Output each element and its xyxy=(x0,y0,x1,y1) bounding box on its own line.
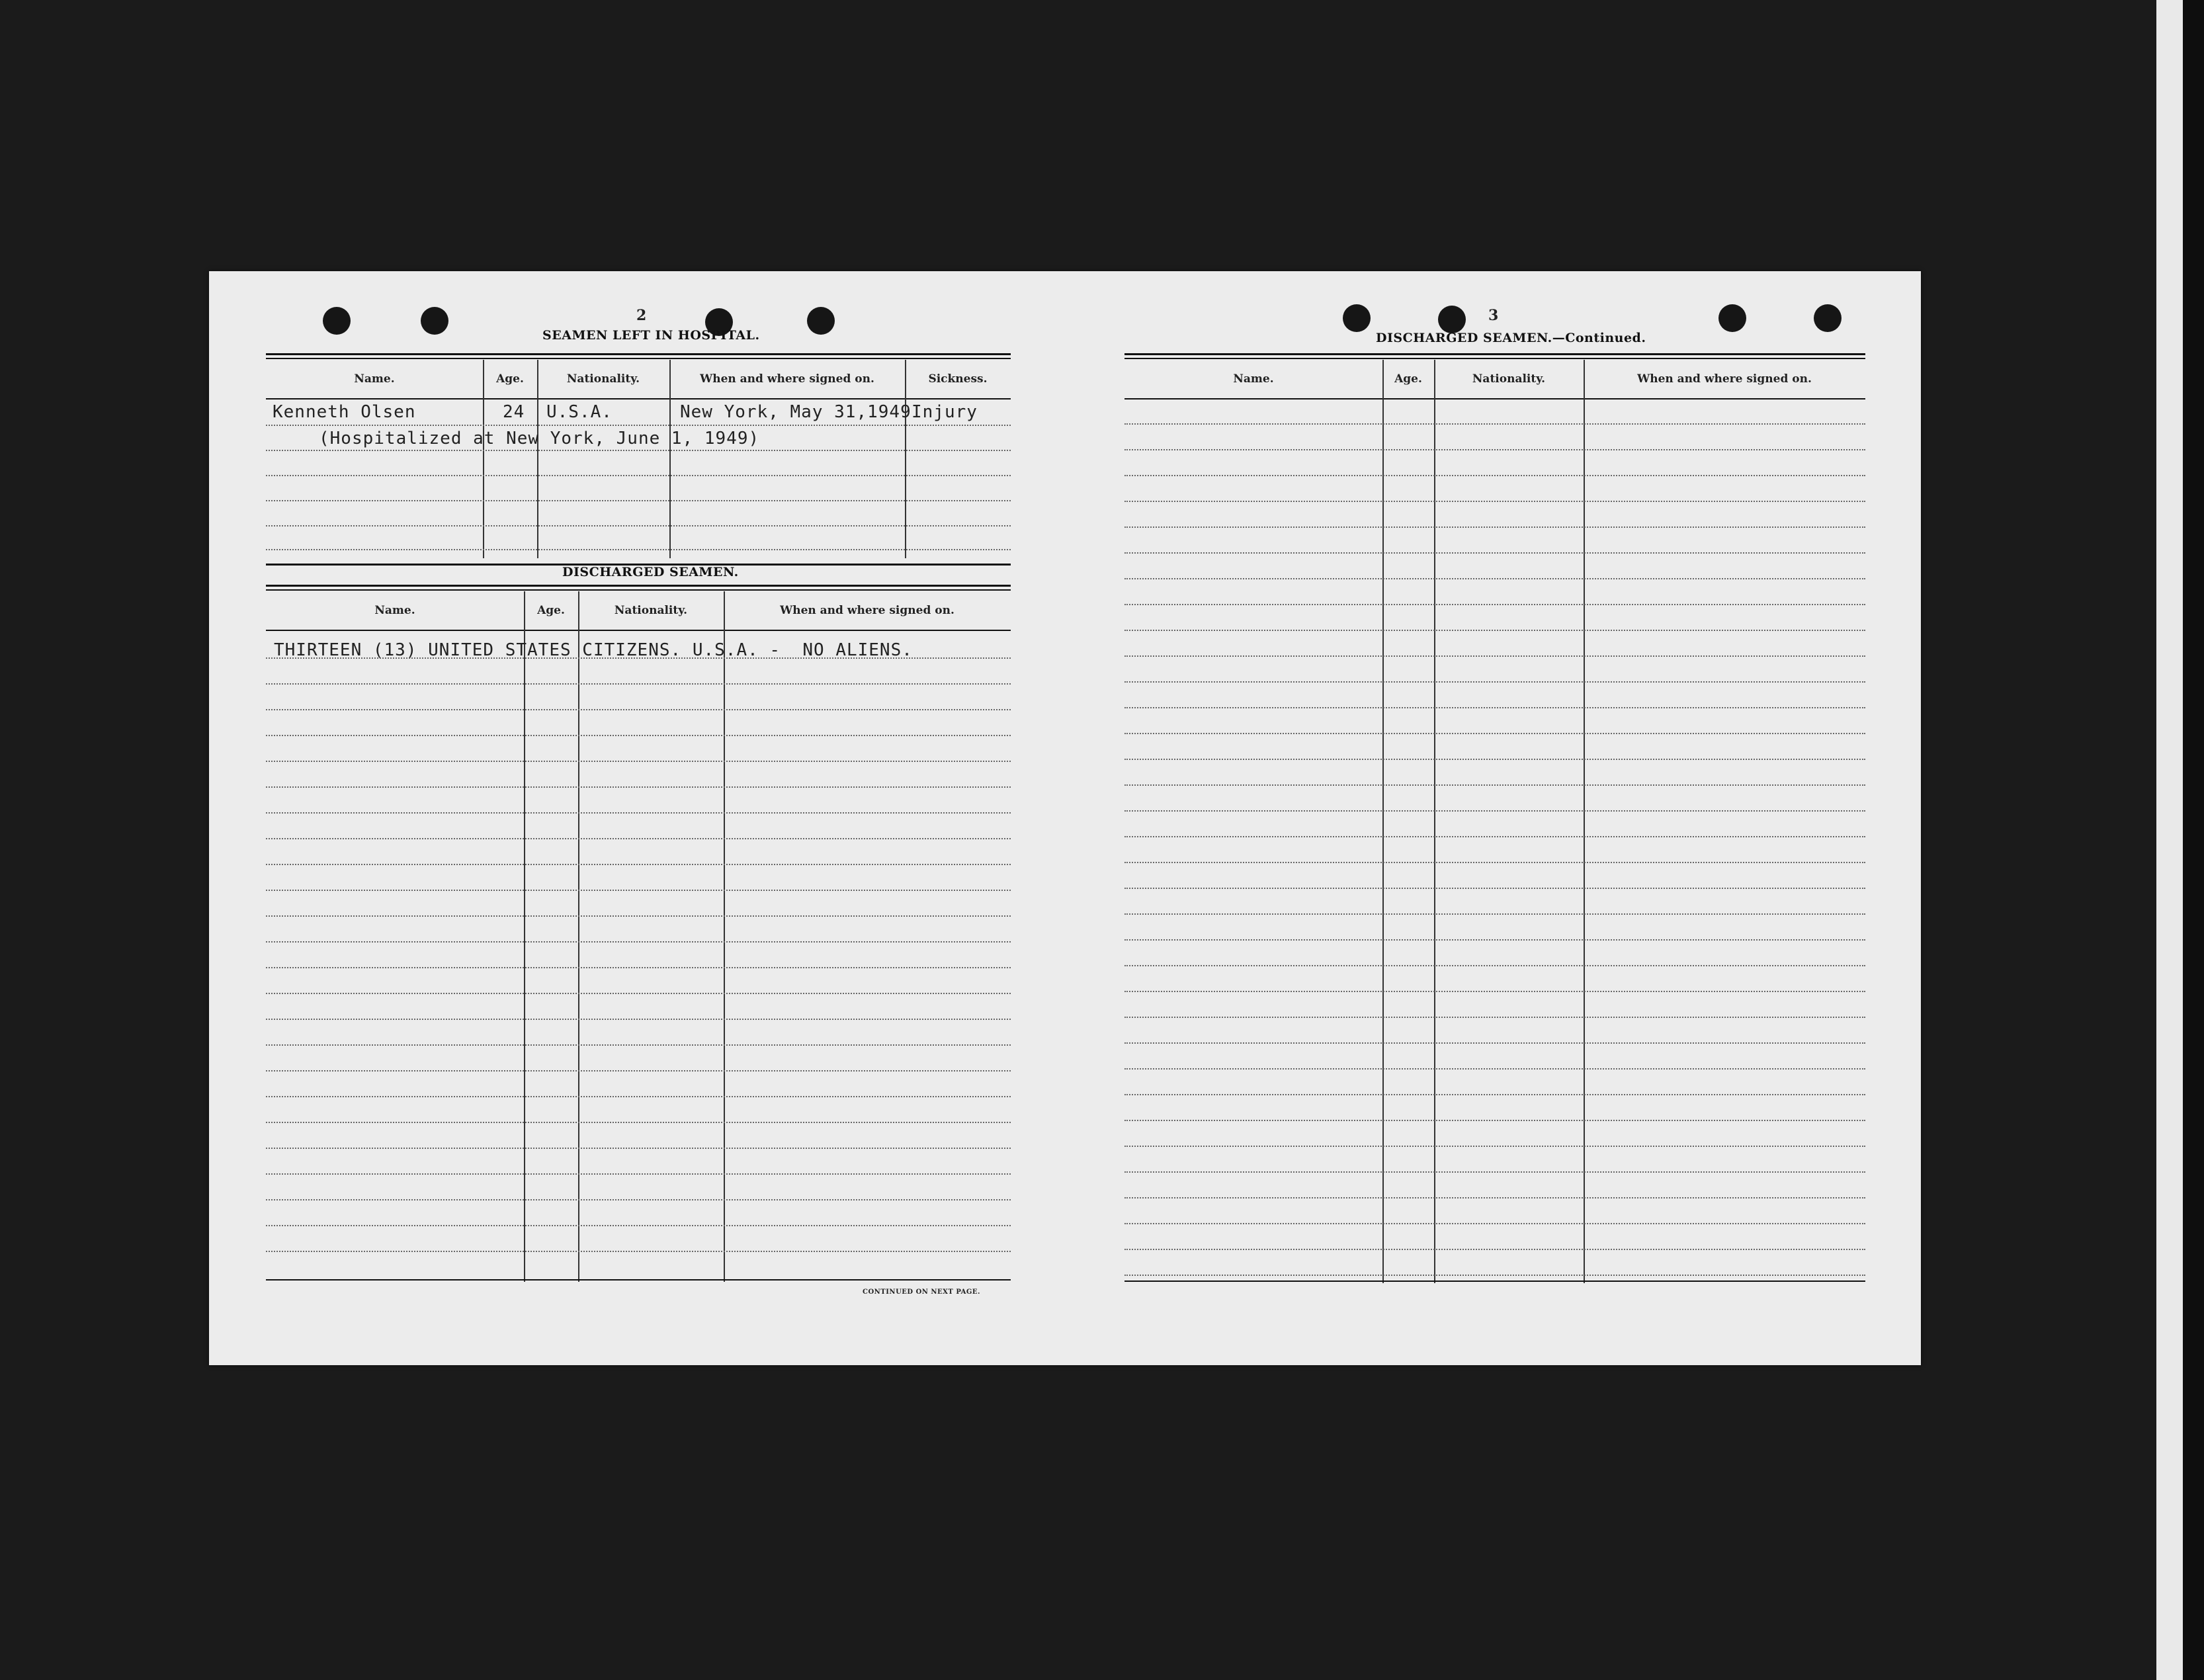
row-line xyxy=(1124,1223,1865,1224)
row-line xyxy=(1124,913,1865,915)
hospital-sickness-cell: Injury xyxy=(911,402,978,422)
row-line xyxy=(1124,810,1865,812)
discharged-continued-table xyxy=(1124,360,1865,1286)
header-rule xyxy=(1124,398,1865,399)
row-line xyxy=(1124,1120,1865,1121)
top-rule-thin xyxy=(266,358,1011,359)
row-line xyxy=(1124,1197,1865,1198)
punch-hole xyxy=(323,307,351,335)
top-rule xyxy=(266,353,1011,355)
row-line xyxy=(266,941,1011,943)
column-divider xyxy=(1584,360,1585,1283)
row-line xyxy=(1124,965,1865,966)
row-line xyxy=(1124,759,1865,760)
row-line xyxy=(1124,501,1865,502)
row-line xyxy=(1124,475,1865,476)
top-rule-thin xyxy=(1124,358,1865,359)
column-header-signed-on: When and where signed on. xyxy=(700,372,874,386)
row-line xyxy=(1124,1275,1865,1276)
row-line xyxy=(266,525,1011,526)
page-number-left: 2 xyxy=(636,307,647,324)
row-line xyxy=(266,1173,1011,1175)
row-line xyxy=(266,1044,1011,1046)
row-line xyxy=(266,1096,1011,1097)
bottom-rule xyxy=(266,1279,1011,1281)
hospital-section-title: SEAMEN LEFT IN HOSPITAL. xyxy=(542,328,760,343)
column-header-age: Age. xyxy=(1394,372,1422,386)
column-divider xyxy=(905,360,906,558)
row-line xyxy=(1124,423,1865,425)
discharged-table xyxy=(266,591,1011,1284)
row-line xyxy=(266,915,1011,917)
column-divider xyxy=(483,360,484,558)
row-line xyxy=(266,425,1011,426)
column-divider xyxy=(1382,360,1384,1283)
row-line xyxy=(266,1070,1011,1071)
row-line xyxy=(1124,1249,1865,1250)
discharged-continued-title: DISCHARGED SEAMEN.—Continued. xyxy=(1376,331,1646,345)
row-line xyxy=(266,475,1011,476)
hospital-table xyxy=(266,360,1011,562)
row-line xyxy=(1124,888,1865,889)
row-line xyxy=(1124,1017,1865,1018)
column-divider xyxy=(524,591,525,1282)
row-line xyxy=(266,1225,1011,1226)
section-rule xyxy=(266,585,1011,587)
row-line xyxy=(266,967,1011,968)
column-divider xyxy=(1434,360,1435,1283)
bottom-rule xyxy=(1124,1281,1865,1282)
row-line xyxy=(266,786,1011,788)
header-rule xyxy=(266,630,1011,631)
column-header-signed-on: When and where signed on. xyxy=(1637,372,1812,386)
row-line xyxy=(1124,449,1865,450)
discharged-summary-entry: THIRTEEN (13) UNITED STATES CITIZENS. U.S.A. - NO ALIENS. xyxy=(274,640,913,660)
punch-hole xyxy=(807,307,835,335)
row-line xyxy=(1124,655,1865,657)
row-line xyxy=(1124,733,1865,734)
row-line xyxy=(266,761,1011,762)
column-header-nationality: Nationality. xyxy=(566,372,640,386)
row-line xyxy=(1124,604,1865,605)
row-line xyxy=(1124,1146,1865,1147)
row-line xyxy=(266,549,1011,550)
row-line xyxy=(266,1251,1011,1252)
column-divider xyxy=(578,591,579,1282)
column-divider xyxy=(669,360,671,558)
column-header-name: Name. xyxy=(354,372,395,386)
row-line xyxy=(266,864,1011,865)
row-line xyxy=(1124,1068,1865,1070)
column-header-nationality: Nationality. xyxy=(614,604,688,617)
hospital-nationality-cell: U.S.A. xyxy=(546,402,613,422)
film-edge-dark xyxy=(2183,0,2204,1680)
column-header-sickness: Sickness. xyxy=(928,372,988,386)
column-header-name: Name. xyxy=(1233,372,1274,386)
row-line xyxy=(1124,578,1865,579)
row-line xyxy=(1124,1042,1865,1044)
row-line xyxy=(266,709,1011,710)
row-line xyxy=(1124,552,1865,554)
hospital-signed-on-cell: New York, May 31,1949 xyxy=(680,402,911,422)
discharged-section-title: DISCHARGED SEAMEN. xyxy=(562,565,739,579)
row-line xyxy=(266,890,1011,891)
row-line xyxy=(1124,862,1865,863)
hospital-name-cell: Kenneth Olsen xyxy=(273,402,416,422)
row-line xyxy=(1124,1171,1865,1173)
film-edge-light xyxy=(2156,0,2183,1680)
row-line xyxy=(266,993,1011,994)
crew-list-sheet xyxy=(209,271,1921,1365)
column-header-signed-on: When and where signed on. xyxy=(780,604,954,617)
punch-hole xyxy=(421,307,448,335)
top-rule xyxy=(1124,353,1865,355)
continued-footer: CONTINUED ON NEXT PAGE. xyxy=(863,1288,981,1296)
hospital-age-cell: 24 xyxy=(503,402,525,422)
row-line xyxy=(266,838,1011,839)
row-line xyxy=(266,1148,1011,1149)
section-rule-thin xyxy=(266,589,1011,591)
row-line xyxy=(1124,630,1865,631)
hospital-note: (Hospitalized at New York, June 1, 1949) xyxy=(319,429,760,448)
column-divider xyxy=(537,360,538,558)
punch-hole xyxy=(1718,304,1746,332)
column-header-name: Name. xyxy=(374,604,415,617)
punch-hole xyxy=(1343,304,1371,332)
column-divider xyxy=(724,591,725,1282)
row-line xyxy=(1124,836,1865,837)
row-line xyxy=(266,1019,1011,1020)
row-line xyxy=(1124,939,1865,941)
row-line xyxy=(266,683,1011,685)
page-number-right: 3 xyxy=(1488,307,1499,324)
punch-hole xyxy=(1438,306,1466,333)
row-line xyxy=(266,735,1011,736)
row-line xyxy=(1124,784,1865,786)
header-rule xyxy=(266,398,1011,399)
row-line xyxy=(266,450,1011,451)
row-line xyxy=(1124,991,1865,992)
row-line xyxy=(1124,681,1865,683)
row-line xyxy=(1124,707,1865,708)
row-line xyxy=(1124,526,1865,528)
row-line xyxy=(266,1122,1011,1123)
row-line xyxy=(266,500,1011,501)
column-header-nationality: Nationality. xyxy=(1472,372,1546,386)
row-line xyxy=(266,812,1011,814)
row-line xyxy=(266,1199,1011,1200)
column-header-age: Age. xyxy=(537,604,565,617)
row-line xyxy=(1124,1094,1865,1095)
punch-hole xyxy=(1814,304,1842,332)
column-header-age: Age. xyxy=(496,372,524,386)
